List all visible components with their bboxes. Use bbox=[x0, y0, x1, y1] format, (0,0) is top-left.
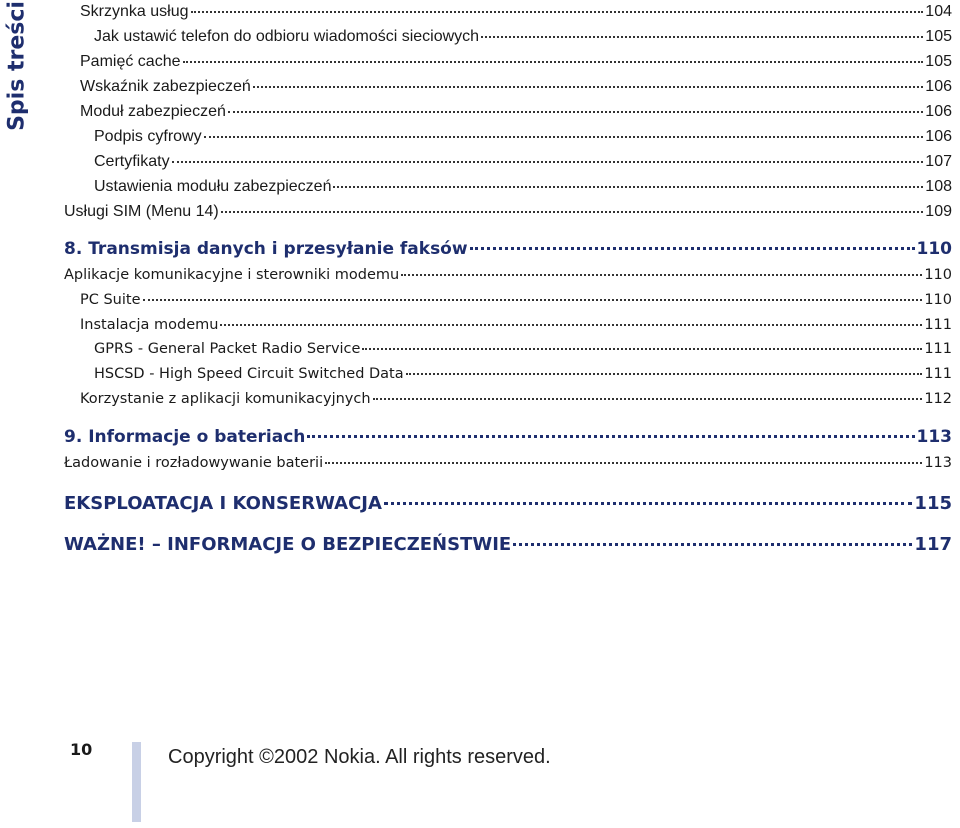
toc-entry-page: 109 bbox=[925, 203, 952, 220]
toc-entry-page: 107 bbox=[925, 153, 952, 170]
dot-leader bbox=[362, 348, 922, 350]
toc-entry-label: PC Suite bbox=[80, 292, 141, 308]
toc-entry-label: Aplikacje komunikacyjne i sterowniki modemu bbox=[64, 267, 400, 283]
side-title-text: Spis treści bbox=[4, 1, 30, 131]
toc-entry-page: 112 bbox=[924, 391, 952, 407]
toc-entry-label: HSCSD - High Speed Circuit Switched Data bbox=[94, 366, 404, 382]
dot-leader bbox=[373, 398, 923, 400]
toc-entry-label: Skrzynka usług bbox=[80, 3, 189, 20]
dot-leader bbox=[470, 247, 915, 250]
toc-entry-page: 108 bbox=[925, 178, 952, 195]
dot-leader bbox=[204, 136, 924, 138]
dot-leader bbox=[384, 502, 913, 505]
toc-entry[interactable] bbox=[64, 203, 952, 221]
toc-entry-page: 104 bbox=[925, 3, 952, 20]
dot-leader bbox=[143, 299, 923, 301]
toc-entry-label: Moduł zabezpieczeń bbox=[80, 103, 226, 120]
dot-leader bbox=[172, 161, 924, 163]
toc-chapter-label: 8. Transmisja danych i przesyłanie faksów bbox=[64, 239, 468, 259]
dot-leader bbox=[401, 274, 922, 276]
toc-entry-label: Jak ustawić telefon do odbioru wiadomości sieciowych bbox=[94, 28, 480, 45]
toc-entry-label: Usługi SIM (Menu 14) bbox=[64, 203, 219, 220]
toc-entry[interactable] bbox=[94, 128, 952, 146]
toc-entry-page: 106 bbox=[925, 128, 952, 145]
toc-entry-page: 110 bbox=[924, 267, 952, 283]
toc-chapter-label: WAŻNE! – INFORMACJE O BEZPIECZEŃSTWIE bbox=[64, 534, 512, 555]
dot-leader bbox=[221, 211, 924, 213]
dot-leader bbox=[183, 61, 924, 63]
toc-chapter[interactable] bbox=[64, 493, 952, 514]
toc-entry-page: 110 bbox=[924, 292, 952, 308]
toc-entry-label: Pamięć cache bbox=[80, 53, 181, 70]
toc-entry[interactable] bbox=[94, 153, 952, 171]
toc-entry[interactable] bbox=[64, 455, 952, 471]
dot-leader bbox=[406, 373, 923, 375]
dot-leader bbox=[325, 462, 922, 464]
toc-entry-page: 105 bbox=[925, 53, 952, 70]
toc-entry-label: GPRS - General Packet Radio Service bbox=[94, 341, 361, 357]
toc-entry-page: 113 bbox=[924, 455, 952, 471]
toc-chapter[interactable] bbox=[64, 239, 952, 259]
toc-entry-page: 106 bbox=[925, 78, 952, 95]
toc-entry[interactable] bbox=[80, 391, 952, 407]
toc-entry-page: 111 bbox=[924, 341, 952, 357]
dot-leader bbox=[191, 11, 924, 13]
side-section-title bbox=[0, 0, 34, 150]
toc-entry[interactable] bbox=[80, 292, 952, 308]
toc-entry[interactable] bbox=[94, 341, 952, 357]
toc-chapter[interactable] bbox=[64, 534, 952, 555]
toc-chapter-label: 9. Informacje o bateriach bbox=[64, 427, 306, 447]
dot-leader bbox=[513, 543, 912, 546]
toc-entry-label: Wskaźnik zabezpieczeń bbox=[80, 78, 251, 95]
dot-leader bbox=[228, 111, 923, 113]
toc-entry-label: Podpis cyfrowy bbox=[94, 128, 202, 145]
footer-divider-bar bbox=[132, 742, 141, 822]
dot-leader bbox=[220, 324, 922, 326]
toc-entry[interactable] bbox=[64, 267, 952, 283]
copyright-text: Copyright ©2002 Nokia. All rights reserved. bbox=[168, 746, 551, 768]
toc-entry[interactable] bbox=[94, 28, 952, 46]
toc-entry[interactable] bbox=[94, 366, 952, 382]
toc-entry[interactable] bbox=[80, 317, 952, 333]
toc-entry-label: Instalacja modemu bbox=[80, 317, 219, 333]
toc-entry[interactable] bbox=[80, 3, 952, 21]
toc-entry-label: Korzystanie z aplikacji komunikacyjnych bbox=[80, 391, 371, 407]
toc-entry-page: 106 bbox=[925, 103, 952, 120]
toc-chapter-page: 115 bbox=[914, 493, 952, 514]
toc-entry-label: Ładowanie i rozładowywanie baterii bbox=[64, 455, 324, 471]
toc-entry[interactable] bbox=[80, 53, 952, 71]
dot-leader bbox=[307, 435, 914, 438]
toc-entry-label: Ustawienia modułu zabezpieczeń bbox=[94, 178, 332, 195]
toc-entry-page: 105 bbox=[925, 28, 952, 45]
toc-entry[interactable] bbox=[94, 178, 952, 196]
toc-entry-label: Certyfikaty bbox=[94, 153, 170, 170]
toc-entry-page: 111 bbox=[924, 317, 952, 333]
toc-chapter-label: EKSPLOATACJA I KONSERWACJA bbox=[64, 493, 382, 514]
page-number: 10 bbox=[70, 740, 93, 759]
toc-entry[interactable] bbox=[80, 103, 952, 121]
toc-chapter-page: 113 bbox=[916, 427, 952, 447]
dot-leader bbox=[333, 186, 923, 188]
dot-leader bbox=[253, 86, 924, 88]
dot-leader bbox=[481, 36, 923, 38]
toc-chapter-page: 110 bbox=[916, 239, 952, 259]
toc-chapter[interactable] bbox=[64, 427, 952, 447]
toc-chapter-page: 117 bbox=[914, 534, 952, 555]
toc-entry[interactable] bbox=[80, 78, 952, 96]
toc-entry-page: 111 bbox=[924, 366, 952, 382]
